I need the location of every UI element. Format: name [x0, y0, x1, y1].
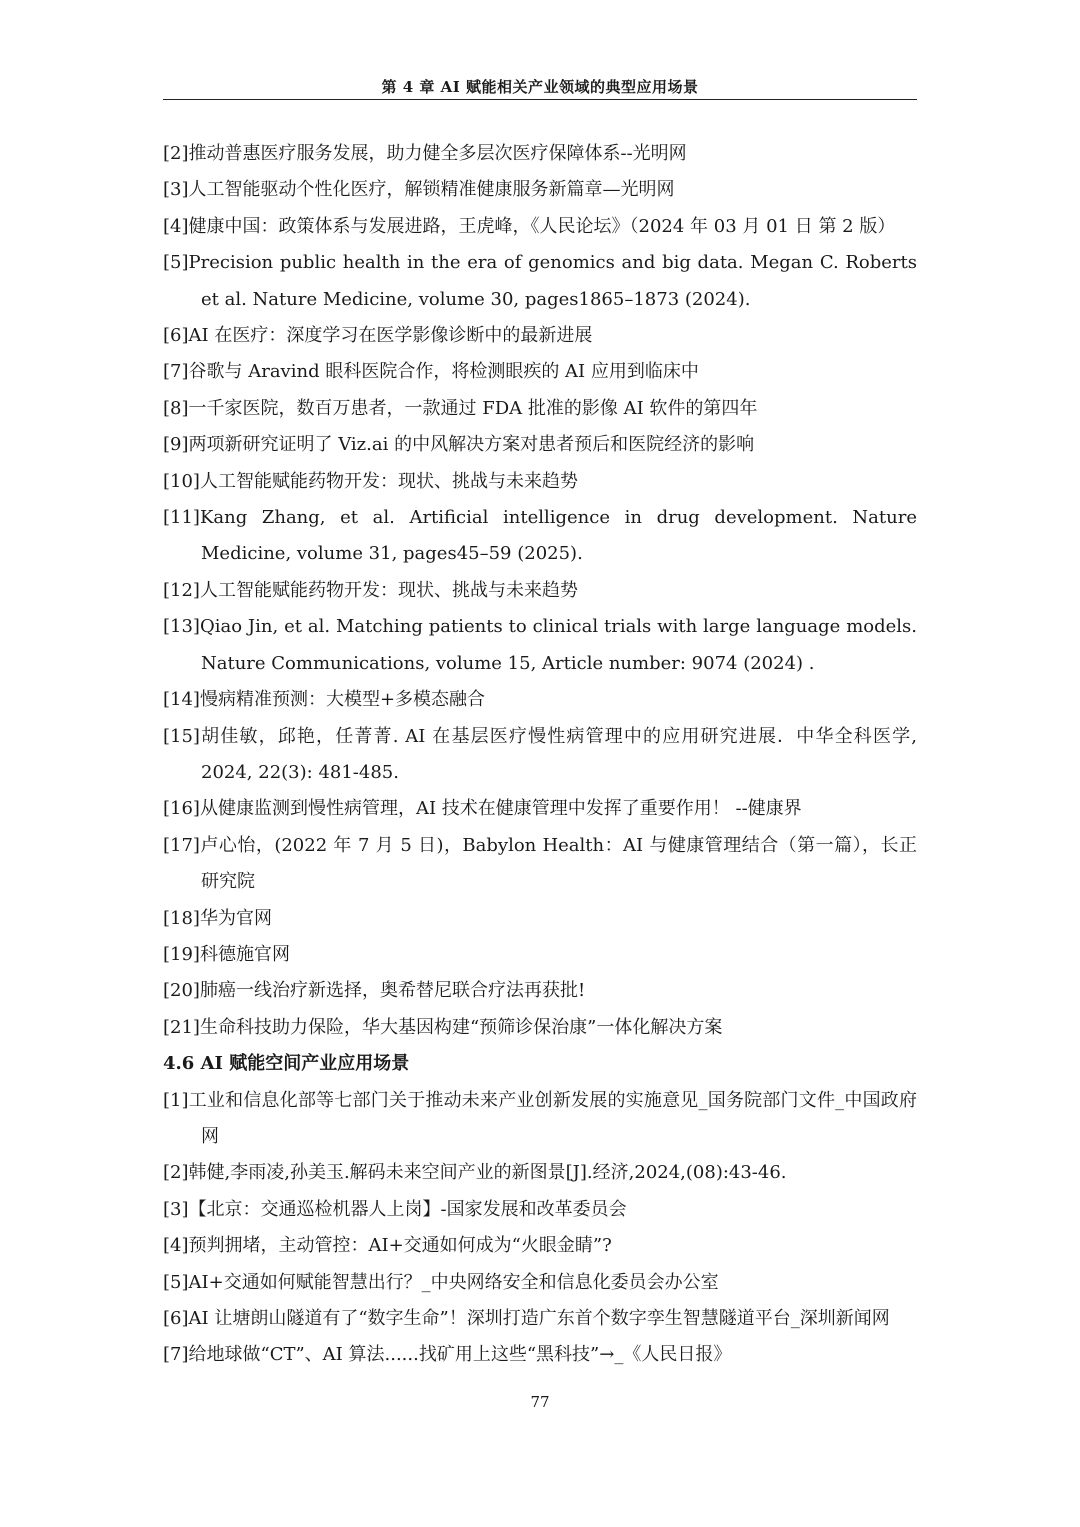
reference-item: [4]健康中国：政策体系与发展进路，王虎峰，《人民论坛》（2024 年 03 月 01 日 第 2 版） — [163, 215, 896, 237]
page-number: 77 — [530, 1393, 550, 1411]
section-heading: 4.6 AI 赋能空间产业应用场景 — [163, 1053, 410, 1075]
reference-item: [17]卢心怡，(2022 年 7 月 5 日)，Babylon Health：AI 与健康管理结合（第一篇），长正研究院 — [163, 834, 917, 893]
reference-item: [7]谷歌与 Aravind 眼科医院合作，将检测眼疾的 AI 应用到临床中 — [163, 361, 699, 383]
reference-item: [6]AI 让塘朗山隧道有了“数字生命”！深圳打造广东首个数字孪生智慧隧道平台_深圳新闻网 — [163, 1308, 890, 1329]
reference-item: [21]生命科技助力保险，华大基因构建“预筛诊保治康”一体化解决方案 — [163, 1016, 723, 1038]
reference-item: [16]从健康监测到慢性病管理，AI 技术在健康管理中发挥了重要作用！ --健康界 — [163, 798, 802, 820]
reference-item: [6]AI 在医疗：深度学习在医学影像诊断中的最新进展 — [163, 325, 593, 347]
reference-item: [19]科德施官网 — [163, 943, 290, 965]
reference-item: [13]Qiao Jin, et al. Matching patients to clinical trials with large language models. Nature Communications, volume 15, Article number: 9074 (2024) . — [163, 616, 917, 674]
reference-item: [4]预判拥堵，主动管控：AI+交通如何成为“火眼金睛”? — [163, 1235, 612, 1257]
running-header: 第 4 章 AI 赋能相关产业领域的典型应用场景 — [381, 78, 699, 96]
header-rule — [163, 99, 917, 100]
reference-item: [12]人工智能赋能药物开发：现状、挑战与未来趋势 — [163, 579, 578, 601]
reference-item: [18]华为官网 — [163, 907, 272, 929]
reference-list — [163, 136, 917, 1374]
reference-item: [2]推动普惠医疗服务发展，助力健全多层次医疗保障体系--光明网 — [163, 143, 687, 164]
reference-item: [11]Kang Zhang, et al. Artificial intelligence in drug development. Nature Medicine, volume 31, pages45–59 (2025). — [163, 507, 917, 565]
reference-item: [20]肺癌一线治疗新选择，奥希替尼联合疗法再获批! — [163, 980, 586, 1002]
reference-item: [10]人工智能赋能药物开发：现状、挑战与未来趋势 — [163, 470, 578, 492]
reference-item: [14]慢病精准预测：大模型+多模态融合 — [163, 689, 486, 711]
reference-item: [3]人工智能驱动个性化医疗，解锁精准健康服务新篇章—光明网 — [163, 179, 675, 201]
reference-item: [3]【北京：交通巡检机器人上岗】-国家发展和改革委员会 — [163, 1198, 627, 1220]
reference-item: [7]给地球做“CT”、AI 算法......找矿用上这些“黑科技”→_《人民日报》 — [163, 1344, 732, 1366]
reference-item: [5]Precision public health in the era of genomics and big data. Megan C. Roberts et al. Nature Medicine, volume 30, pages1865–1873 (2024). — [163, 252, 917, 310]
reference-item: [8]一千家医院，数百万患者，一款通过 FDA 批准的影像 AI 软件的第四年 — [163, 397, 758, 419]
reference-item: [5]AI+交通如何赋能智慧出行？_中央网络安全和信息化委员会办公室 — [163, 1271, 719, 1293]
reference-item: [2]韩健,李雨凌,孙美玉.解码未来空间产业的新图景[J].经济,2024,(08):43-46. — [163, 1162, 787, 1184]
reference-item: [1]工业和信息化部等七部门关于推动未来产业创新发展的实施意见_国务院部门文件_中国政府网 — [163, 1089, 917, 1147]
reference-item: [15]胡佳敏，邱艳，任菁菁. AI 在基层医疗慢性病管理中的应用研究进展．中华全科医学, 2024, 22(3): 481-485. — [163, 725, 917, 783]
reference-item: [9]两项新研究证明了 Viz.ai 的中风解决方案对患者预后和医院经济的影响 — [163, 434, 755, 456]
